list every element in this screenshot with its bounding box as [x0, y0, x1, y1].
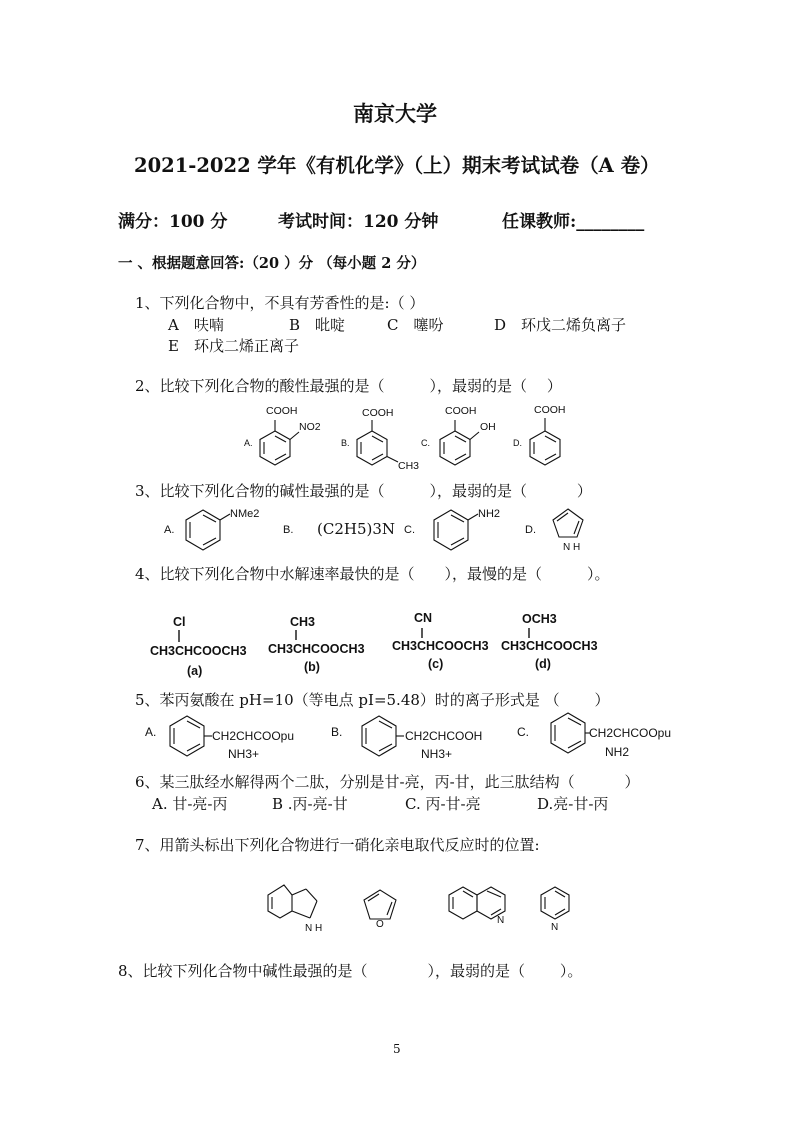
question-2: 2、比较下列化合物的酸性最强的是（ ），最弱的是（ ）	[135, 377, 562, 395]
q3-label-a: A.	[164, 524, 175, 536]
exam-title: 2021-2022 学年《有机化学》（上）期末考试试卷（A 卷）	[134, 154, 660, 177]
q2-d-cooh: COOH	[534, 404, 566, 416]
q5-a-formula: CH2CHCOOpu	[212, 729, 295, 743]
benzene-ring-aniline	[434, 510, 468, 550]
q3-label-b: B.	[283, 524, 294, 536]
q3-triethylamine: (C2H5)3N	[317, 520, 396, 538]
question-4: 4、比较下列化合物中水解速率最快的是（ ），最慢的是（ ）。	[135, 565, 610, 583]
q5-c-amine: NH2	[605, 745, 630, 759]
q5-a-amine: NH3+	[228, 747, 260, 761]
benzene-ring-dimethylaniline	[186, 510, 220, 550]
q4-d-tag: (d)	[535, 657, 551, 671]
q5-c-formula: CH2CHCOOpu	[589, 726, 672, 740]
q2-structures	[240, 400, 600, 475]
question-7: 7、用箭头标出下列化合物进行一硝化亲电取代反应时的位置:	[135, 836, 540, 854]
benzene-ring-q5c	[551, 713, 585, 753]
q1-option-b: B 吡啶	[289, 316, 346, 334]
q4-d-sub: OCH3	[522, 612, 557, 626]
question-5: 5、苯丙氨酸在 pH=10（等电点 pI=5.48）时的离子形式是 （ ）	[135, 691, 610, 709]
q2-b-ch3: CH3	[398, 460, 420, 472]
q5-label-a: A.	[145, 725, 157, 739]
q3-label-d: D.	[525, 524, 536, 536]
q4-b-tag: (b)	[304, 660, 320, 674]
q2-label-c: C.	[421, 438, 430, 448]
q4-bonds	[150, 628, 590, 644]
question-3: 3、比较下列化合物的碱性最强的是（ ），最弱的是（ ）	[135, 482, 592, 500]
exam-time: 考试时间：120 分钟	[278, 212, 439, 232]
q1-option-e: E 环戊二烯正离子	[168, 337, 299, 355]
page-number: 5	[393, 1042, 401, 1056]
q1-option-a: A 呋喃	[168, 316, 224, 334]
q5-b-amine: NH3+	[421, 747, 453, 761]
q7-structures	[262, 875, 582, 937]
q3-structures	[175, 500, 595, 560]
q6-option-a: A. 甘-亮-丙	[152, 795, 228, 813]
q6-option-d: D.亮-甘-丙	[537, 795, 609, 813]
teacher: 任课教师:________	[502, 212, 645, 232]
q5-b-formula: CH2CHCOOH	[405, 729, 483, 743]
q5-structures	[160, 710, 600, 760]
benzene-ring-q5b	[362, 716, 396, 756]
benzene-ring-q5a	[170, 716, 204, 756]
q3-label-c: C.	[404, 524, 415, 536]
q2-label-a: A.	[244, 438, 253, 448]
q4-a-tag: (a)	[187, 664, 203, 678]
question-1: 1、下列化合物中，不具有芳香性的是:（ ）	[135, 294, 425, 312]
q7-furan-o: O	[376, 919, 384, 930]
q5-label-c: C.	[517, 725, 529, 739]
q4-b-main: CH3CHCOOCH3	[268, 642, 365, 656]
q6-option-b: B .丙-亮-甘	[272, 795, 348, 813]
q4-c-tag: (c)	[428, 657, 444, 671]
q2-label-d: D.	[513, 438, 522, 448]
q4-a-sub: Cl	[173, 615, 186, 629]
q2-c-cooh: COOH	[445, 405, 477, 417]
q2-a-cooh: COOH	[266, 405, 298, 417]
q3-nh2: NH2	[478, 508, 501, 520]
section-heading: 一 、根据题意回答:（20 ）分 （每小题 2 分）	[118, 255, 426, 272]
q2-label-b: B.	[341, 438, 350, 448]
q4-a-main: CH3CHCOOCH3	[150, 644, 247, 658]
q1-option-d: D 环戊二烯负离子	[494, 316, 627, 334]
q4-c-main: CH3CHCOOCH3	[392, 639, 489, 653]
q5-label-b: B.	[331, 725, 343, 739]
question-8: 8、比较下列化合物中碱性最强的是（ ），最弱的是（ ）。	[118, 962, 583, 980]
q3-nme2: NMe2	[230, 508, 260, 520]
q4-c-sub: CN	[414, 611, 433, 625]
q2-a-no2: NO2	[299, 421, 321, 433]
q7-pyridine-n: N	[551, 922, 559, 933]
question-6: 6、某三肽经水解得两个二肽，分别是甘-亮，丙-甘，此三肽结构（ ）	[135, 773, 640, 791]
q3-pyrrole-nh: N H	[563, 542, 581, 553]
q1-option-c: C 噻吩	[387, 316, 444, 334]
university-name: 南京大学	[353, 101, 437, 126]
q4-d-main: CH3CHCOOCH3	[501, 639, 598, 653]
full-marks: 满分：100 分	[118, 212, 228, 232]
q2-b-cooh: COOH	[362, 407, 394, 419]
q6-option-c: C. 丙-甘-亮	[405, 795, 481, 813]
q7-quinoline-n: N	[497, 915, 505, 926]
q4-b-sub: CH3	[290, 615, 316, 629]
q2-c-oh: OH	[480, 421, 496, 433]
q7-indole-nh: N H	[305, 923, 323, 934]
